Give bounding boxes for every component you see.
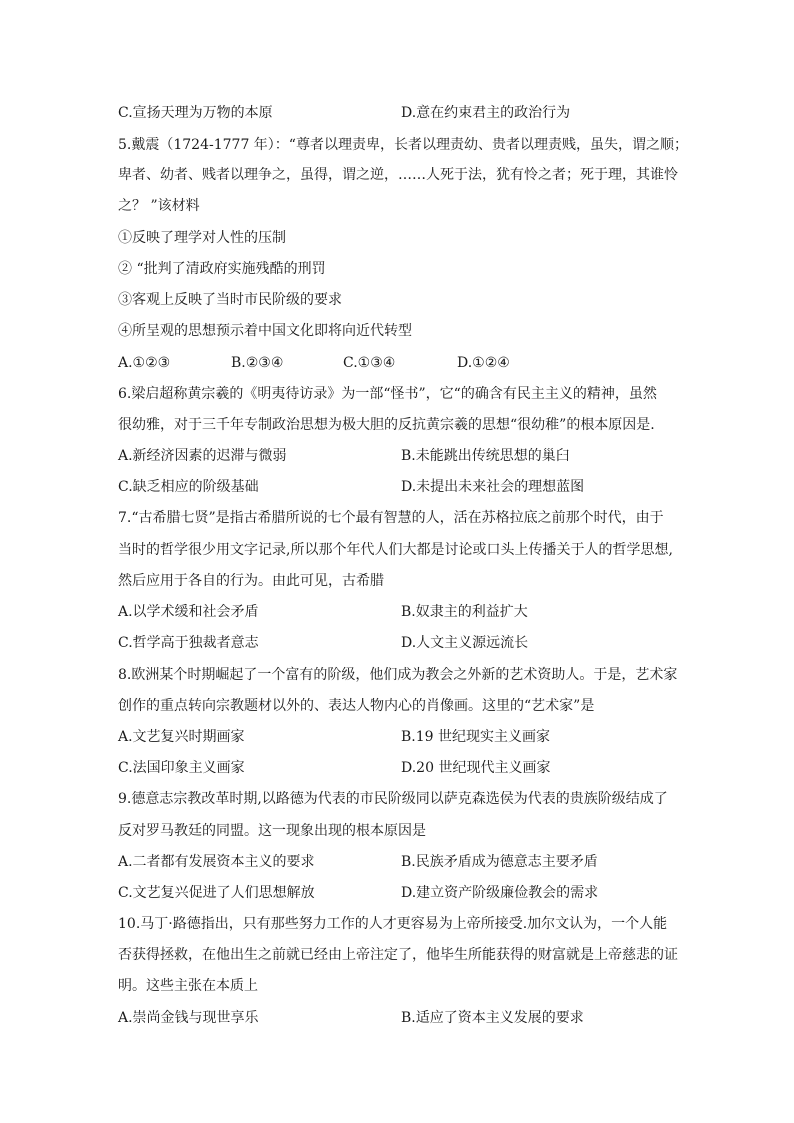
q5-option-a: A.①②③ xyxy=(118,355,171,371)
q8-option-b: B.19 世纪现实主义画家 xyxy=(401,729,551,745)
q7-option-b: B.奴隶主的利益扩大 xyxy=(401,604,528,620)
q5-item-1: ①反映了理学对人性的压制 xyxy=(118,230,286,246)
q7-stem-line-2: 当时的哲学很少用文字记录,所以那个年代人们大都是讨论或口头上传播关于人的哲学思想, xyxy=(118,542,673,558)
q5-item-4: ④所呈观的思想预示着中国文化即将向近代转型 xyxy=(118,323,412,339)
q9-stem-line-1: 9.德意志宗教改革时期,以路德为代表的市民阶级同以萨克森选侯为代表的贵族阶级结成了 xyxy=(118,791,668,807)
q9-option-b: B.民族矛盾成为德意志主要矛盾 xyxy=(401,854,598,870)
q7-stem-line-3: 然后应用于各自的行为。由此可见，古希腊 xyxy=(118,573,384,589)
q10-stem-line-2: 否获得拯救，在他出生之前就已经由上帝注定了，他毕生所能获得的财富就是上帝慈悲的证 xyxy=(118,947,678,963)
q10-option-a: A.崇尚金钱与现世享乐 xyxy=(118,1010,259,1026)
q4-option-c: C.宣扬天理为万物的本原 xyxy=(118,105,273,121)
q10-stem-line-3: 明。这些主张在本质上 xyxy=(118,978,258,994)
q6-option-a: A.新经济因素的迟滞与微弱 xyxy=(118,448,287,464)
q9-stem-line-2: 反对罗马教廷的同盟。这一现象出现的根本原因是 xyxy=(118,823,426,839)
q7-option-d: D.人文主义源远流长 xyxy=(401,635,529,651)
q8-stem-line-2: 创作的重点转向宗教题材以外的、表达人物内心的肖像画。这里的“艺术家”是 xyxy=(118,698,595,714)
q6-option-b: B.未能跳出传统思想的巢臼 xyxy=(401,448,570,464)
q6-stem-line-1: 6.梁启超称黄宗羲的《明夷待访录》为一部“怪书”，它“的确含有民主主义的精神，虽然 xyxy=(118,386,657,402)
q10-option-b: B.适应了资本主义发展的要求 xyxy=(401,1010,584,1026)
q9-option-d: D.建立资产阶级廉俭教会的需求 xyxy=(401,885,599,901)
q8-option-d: D.20 世纪现代主义画家 xyxy=(401,760,551,776)
q8-option-c: C.法国印象主义画家 xyxy=(118,760,245,776)
q5-stem-line-1: 5.戴震（1724-1777 年）：“尊者以理责卑，长者以理责幼、贵者以理责贱，虽失，谓之顺； xyxy=(118,137,688,153)
q7-stem-line-1: 7.“古希腊七贤”是指古希腊所说的七个最有智慧的人，活在苏格拉底之前那个时代，由于 xyxy=(118,510,664,526)
q5-stem-line-2: 卑者、幼者、贱者以理争之，虽得，谓之逆，……人死于法，犹有怜之者；死于理，其谁怜 xyxy=(118,167,678,183)
q5-stem-line-3: 之？ ”该材料 xyxy=(118,198,200,214)
q5-item-2: ② “批判了清政府实施残酷的刑罚 xyxy=(118,261,326,277)
q8-stem-line-1: 8.欧洲某个时期崛起了一个富有的阶级，他们成为教会之外新的艺术资助人。于是，艺术家 xyxy=(118,667,678,683)
q4-option-d: D.意在约束君主的政治行为 xyxy=(401,105,571,121)
q5-option-b: B.②③④ xyxy=(231,355,284,371)
q5-option-d: D.①②④ xyxy=(457,355,510,371)
q7-option-c: C.哲学高于独裁者意志 xyxy=(118,635,259,651)
q6-option-d: D.未提出未来社会的理想蓝图 xyxy=(401,479,585,495)
q9-option-a: A.二者都有发展资本主义的要求 xyxy=(118,854,315,870)
q7-option-a: A.以学术缓和社会矛盾 xyxy=(118,604,259,620)
q8-option-a: A.文艺复兴时期画家 xyxy=(118,729,245,745)
q10-stem-line-1: 10.马丁·路德指出，只有那些努力工作的人才更容易为上帝所接受.加尔文认为，一个人能 xyxy=(118,916,668,932)
q9-option-c: C.文艺复兴促进了人们思想解放 xyxy=(118,885,315,901)
q6-stem-line-2: 很幼雅，对于三千年专制政治思想为极大胆的反抗黄宗羲的思想“很幼稚”的根本原因是. xyxy=(118,417,655,433)
q5-option-c: C.①③④ xyxy=(343,355,396,371)
q5-item-3: ③客观上反映了当时市民阶级的要求 xyxy=(118,292,342,308)
q6-option-c: C.缺乏相应的阶级基础 xyxy=(118,479,259,495)
